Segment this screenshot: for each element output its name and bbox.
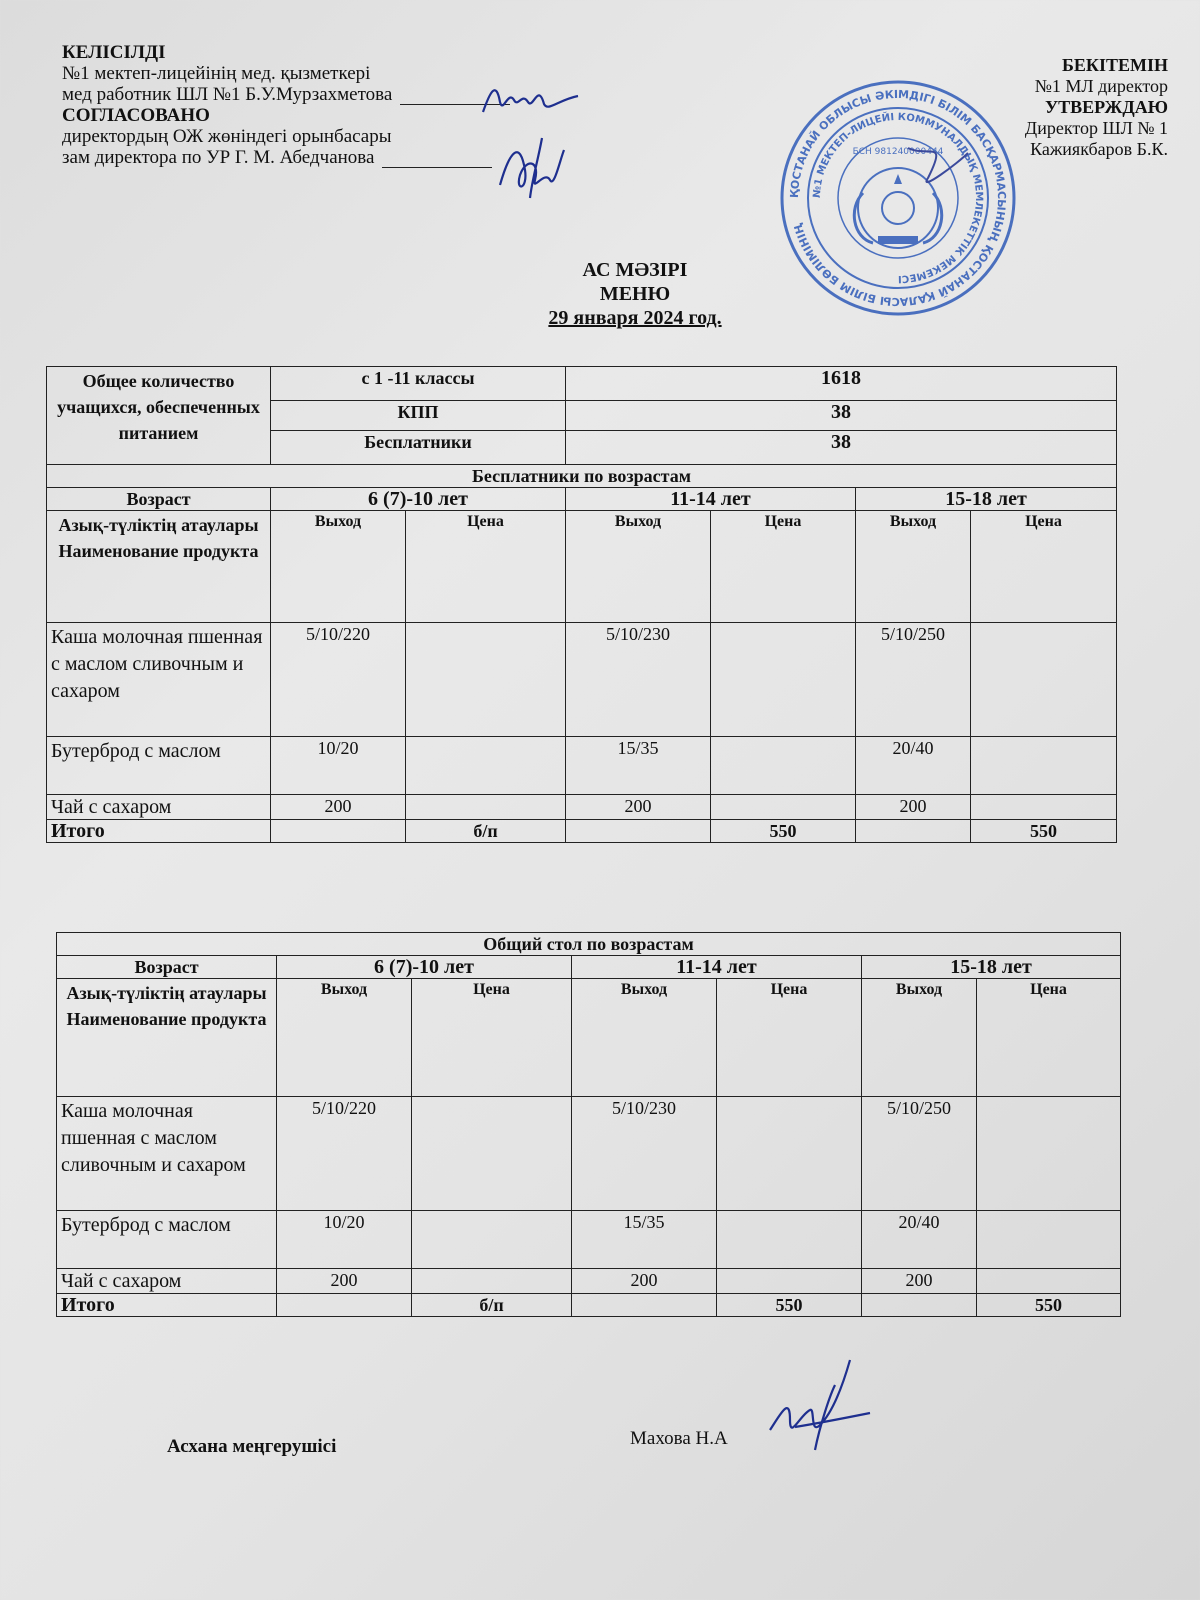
age-group: 15-18 лет — [856, 488, 1117, 511]
total-value: б/п — [406, 820, 566, 843]
age-row — [47, 488, 1117, 511]
price-header: Цена — [412, 979, 572, 1097]
total-value — [566, 820, 711, 843]
total-value — [862, 1294, 977, 1317]
age-group: 11-14 лет — [566, 488, 856, 511]
deputy-line-kz: директордың ОЖ жөніндегі орынбасары — [62, 126, 392, 147]
table-row — [57, 1269, 1121, 1294]
price-value — [406, 623, 566, 737]
summary-row-value: 38 — [566, 431, 1117, 465]
total-value: б/п — [412, 1294, 572, 1317]
total-value: 550 — [977, 1294, 1121, 1317]
summary-row-value: 1618 — [566, 367, 1117, 401]
output-value: 15/35 — [566, 737, 711, 795]
price-value — [977, 1097, 1121, 1211]
total-label: Итого — [57, 1294, 277, 1317]
product-name: Чай с сахаром — [47, 795, 271, 820]
price-value — [717, 1269, 862, 1294]
column-header-row — [47, 511, 1117, 623]
canteen-manager-role: Асхана меңгерушісі — [167, 1436, 337, 1457]
title-ru: МЕНЮ — [599, 283, 671, 305]
price-value — [977, 1211, 1121, 1269]
approve-kz: БЕКІТЕМІН — [1062, 55, 1168, 75]
output-value: 5/10/220 — [277, 1097, 412, 1211]
canteen-manager-signature — [760, 1355, 880, 1465]
approve-ru: УТВЕРЖДАЮ — [1044, 97, 1168, 117]
output-value: 200 — [862, 1269, 977, 1294]
summary-row-label: КПП — [271, 401, 566, 431]
age-row — [57, 956, 1121, 979]
output-value: 15/35 — [572, 1211, 717, 1269]
total-value — [277, 1294, 412, 1317]
output-value: 5/10/230 — [566, 623, 711, 737]
output-header: Выход — [572, 979, 717, 1097]
total-value — [572, 1294, 717, 1317]
table-row — [57, 1097, 1121, 1211]
total-label: Итого — [47, 820, 271, 843]
agreed-ru: СОГЛАСОВАНО — [62, 105, 210, 126]
price-value — [412, 1097, 572, 1211]
price-value — [711, 623, 856, 737]
output-value: 10/20 — [277, 1211, 412, 1269]
price-value — [977, 1269, 1121, 1294]
price-value — [412, 1269, 572, 1294]
canteen-manager-name: Махова Н.А — [630, 1428, 728, 1449]
table-row — [57, 1211, 1121, 1269]
output-value: 200 — [572, 1269, 717, 1294]
total-value: 550 — [717, 1294, 862, 1317]
price-header: Цена — [977, 979, 1121, 1097]
product-name: Каша молочная пшенная с маслом сливочным и сахаром — [57, 1097, 277, 1211]
section-title: Общий стол по возрастам — [57, 933, 1121, 956]
free-meals-table — [46, 366, 1117, 843]
section-title-row — [57, 933, 1121, 956]
page-title — [0, 258, 1200, 330]
age-group: 15-18 лет — [862, 956, 1121, 979]
title-kz: АС МӘЗІРІ — [582, 259, 688, 281]
agreed-kz: КЕЛІСІЛДІ — [62, 42, 166, 63]
total-row — [57, 1294, 1121, 1317]
summary-row-label: Бесплатники — [271, 431, 566, 465]
summary-row-label: с 1 -11 классы — [271, 367, 566, 401]
output-header: Выход — [566, 511, 711, 623]
total-value: 550 — [711, 820, 856, 843]
total-value — [271, 820, 406, 843]
price-value — [412, 1211, 572, 1269]
price-value — [971, 623, 1117, 737]
summary-label: Общее количество учащихся, обеспеченных питанием — [47, 367, 271, 465]
total-value — [856, 820, 971, 843]
product-name: Бутерброд с маслом — [47, 737, 271, 795]
price-value — [711, 737, 856, 795]
price-value — [406, 737, 566, 795]
output-value: 200 — [566, 795, 711, 820]
output-value: 5/10/220 — [271, 623, 406, 737]
section-title: Бесплатники по возрастам — [47, 465, 1117, 488]
price-header: Цена — [971, 511, 1117, 623]
age-label: Возраст — [57, 956, 277, 979]
product-name: Каша молочная пшенная с маслом сливочным и сахаром — [47, 623, 271, 737]
price-value — [971, 737, 1117, 795]
table-row — [47, 795, 1117, 820]
output-value: 200 — [277, 1269, 412, 1294]
output-header: Выход — [856, 511, 971, 623]
price-value — [717, 1097, 862, 1211]
emblem-icon — [854, 168, 941, 248]
output-value: 5/10/250 — [862, 1097, 977, 1211]
age-group: 11-14 лет — [572, 956, 862, 979]
general-meals-table — [56, 932, 1121, 1317]
output-header: Выход — [271, 511, 406, 623]
director-line-ru: Директор ШЛ № 1 — [1024, 118, 1168, 138]
price-header: Цена — [711, 511, 856, 623]
deputy-signature — [490, 130, 580, 210]
table-row — [47, 623, 1117, 737]
stamp-outer-text: ҚОСТАНАЙ ОБЛЫСЫ ӘКІМДІГІ БІЛІМ БАСҚАРМАСЫНЫҢ ҚОСТАНАЙ ҚАЛАСЫ БІЛІМ БӨЛІМІНІҢ — [787, 87, 1009, 309]
signature-line — [382, 153, 492, 168]
product-header: Азық-түліктің атаулары Наименование продукта — [57, 979, 277, 1097]
stamp-bin: БСН 981240000444 — [852, 147, 944, 157]
age-group: 6 (7)-10 лет — [277, 956, 572, 979]
price-value — [406, 795, 566, 820]
summary-row — [47, 367, 1117, 401]
approval-block — [1025, 55, 1168, 160]
stamp-inner-text: №1 МЕКТЕП-ЛИЦЕЙІ КОММУНАЛДЫҚ МЕМЛЕКЕТТІК МЕКЕМЕСІ — [811, 111, 985, 285]
output-header: Выход — [862, 979, 977, 1097]
output-header: Выход — [277, 979, 412, 1097]
price-value — [971, 795, 1117, 820]
deputy-name: зам директора по УР Г. М. Абедчанова — [62, 147, 375, 168]
price-header: Цена — [406, 511, 566, 623]
medic-line-kz: №1 мектеп-лицейінің мед. қызметкері — [62, 63, 371, 84]
product-name: Бутерброд с маслом — [57, 1211, 277, 1269]
product-header: Азық-түліктің атаулары Наименование продукта — [47, 511, 271, 623]
director-name: Кажиякбаров Б.К. — [1030, 139, 1168, 159]
medic-line-ru — [62, 84, 510, 105]
summary-row-value: 38 — [566, 401, 1117, 431]
price-header: Цена — [717, 979, 862, 1097]
output-value: 20/40 — [862, 1211, 977, 1269]
medic-signature — [478, 72, 588, 122]
product-name: Чай с сахаром — [57, 1269, 277, 1294]
price-value — [711, 795, 856, 820]
output-value: 200 — [856, 795, 971, 820]
deputy-line-ru — [62, 147, 510, 168]
output-value: 5/10/230 — [572, 1097, 717, 1211]
table-row — [47, 737, 1117, 795]
total-row — [47, 820, 1117, 843]
section-title-row — [47, 465, 1117, 488]
total-value: 550 — [971, 820, 1117, 843]
menu-date: 29 января 2024 год. — [548, 307, 722, 329]
column-header-row — [57, 979, 1121, 1097]
output-value: 5/10/250 — [856, 623, 971, 737]
age-group: 6 (7)-10 лет — [271, 488, 566, 511]
agreement-block — [62, 42, 510, 168]
output-value: 200 — [271, 795, 406, 820]
price-value — [717, 1211, 862, 1269]
medic-name: мед работник ШЛ №1 Б.У.Мурзахметова — [62, 84, 393, 105]
output-value: 20/40 — [856, 737, 971, 795]
age-label: Возраст — [47, 488, 271, 511]
director-line-kz: №1 МЛ директор — [1034, 76, 1168, 96]
output-value: 10/20 — [271, 737, 406, 795]
